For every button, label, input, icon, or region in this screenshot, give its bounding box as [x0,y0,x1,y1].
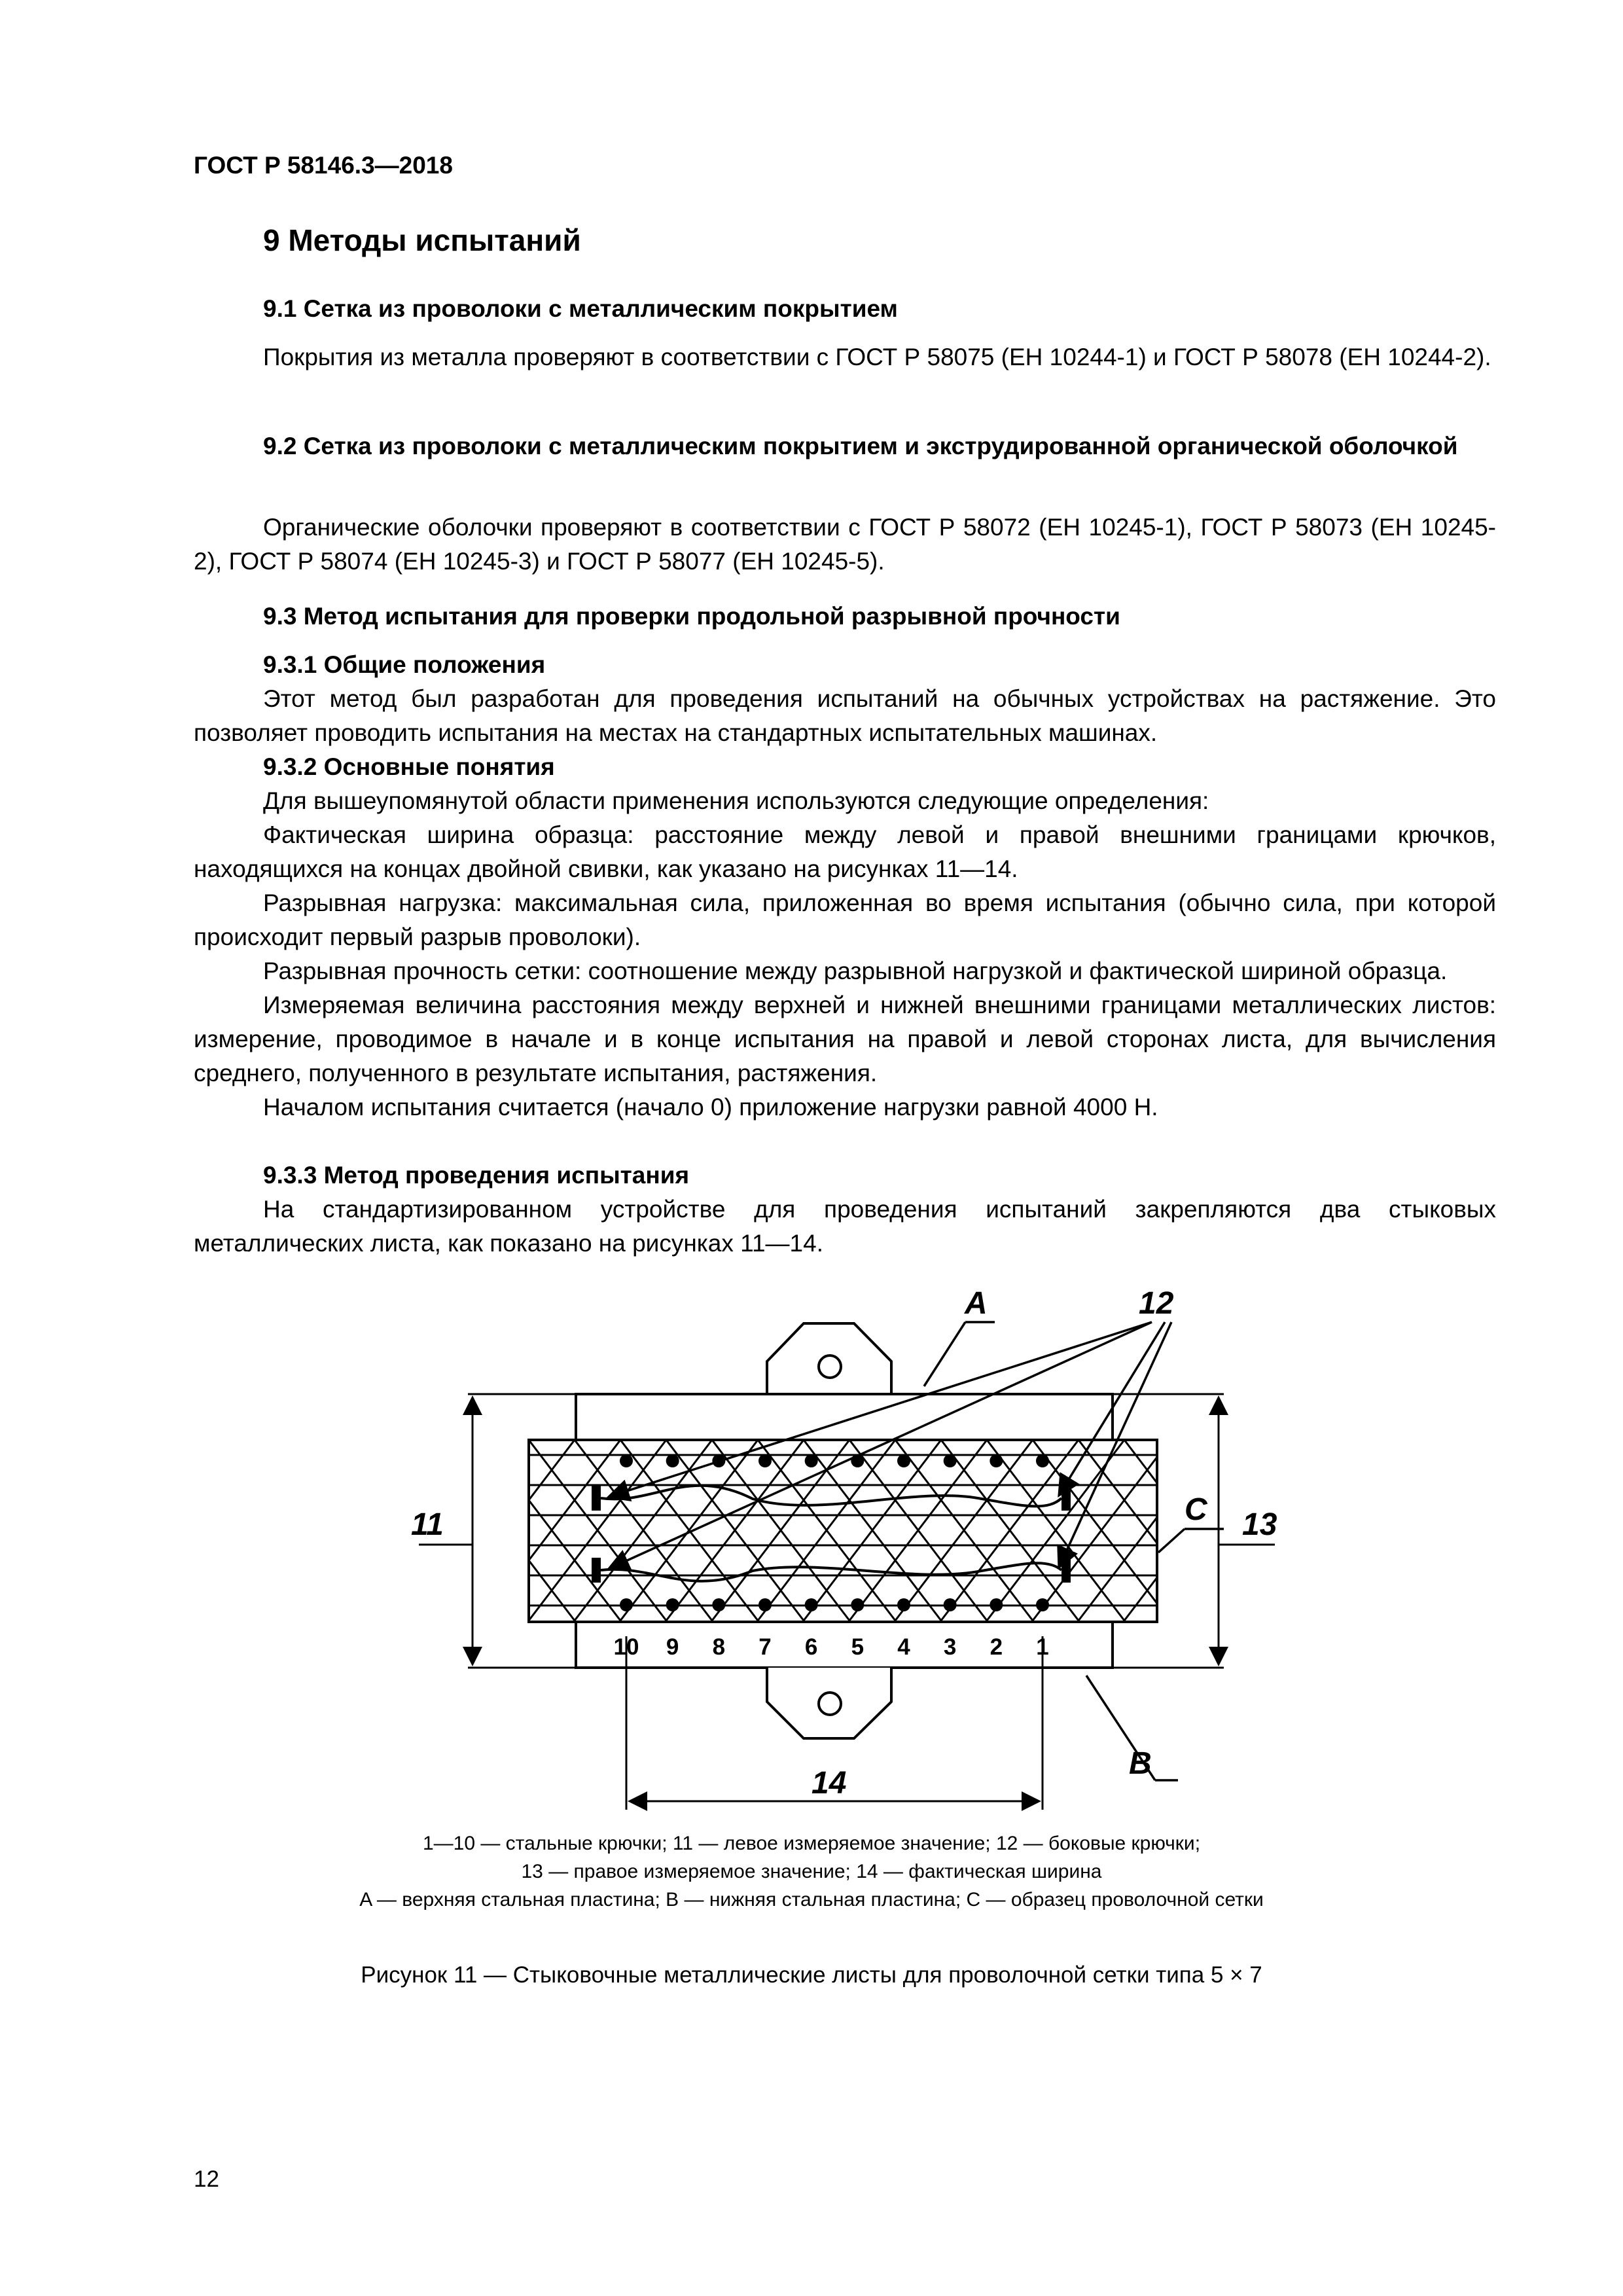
heading-9-3-3: 9.3.3 Метод проведения испытания [263,1162,690,1189]
label-11: 11 [411,1507,444,1542]
hook-number-4: 4 [897,1634,910,1660]
label-12: 12 [1139,1286,1174,1321]
paragraph-9-3-3 [194,1193,1496,1261]
heading-9-1: 9.1 Сетка из проволоки с металлическим покрытием [263,295,898,322]
paragraph-9-3-2-width: Фактическая ширина образца: расстояние между левой и правой внешними границами крючков, находящихся на концах двойной свивки, как указано на рисунках 11—14. [194,821,1496,882]
hook-9-top [666,1454,679,1467]
hook-8-bottom [712,1598,725,1611]
hook-number-1: 1 [1036,1634,1049,1660]
hook-10-top [620,1454,633,1467]
hook-7-bottom [758,1598,772,1611]
heading-9-3-1: 9.3.1 Общие положения [263,651,546,678]
hook-number-7: 7 [758,1634,772,1660]
hook-number-9: 9 [666,1634,679,1660]
top-steel-plate [576,1323,1113,1440]
paragraph-9-2 [194,511,1496,579]
figure-legend-line-1: 1—10 — стальные крючки; 11 — левое измеряемое значение; 12 — боковые крючки; [422,1833,1201,1854]
hook-2-bottom [990,1598,1003,1611]
paragraph-9-3-2-intro: Для вышеупомянутой области применения используются следующие определения: [263,787,1209,814]
bottom-steel-plate [576,1622,1113,1738]
hook-7-top [758,1454,772,1467]
label-B: B [1129,1746,1152,1781]
hook-3-bottom [944,1598,957,1611]
paragraph-9-3-2-measure: Измеряемая величина расстояния между верхней и нижней внешними границами металлических листов: измерение, проводимое в начале и в конце испытания на правой и левой сторонах листа, для вычисления среднего, полученного в результате испытания, растяжения. [194,992,1496,1086]
figure-11-diagram [0,1263,1623,1852]
hook-4-top [897,1454,910,1467]
paragraph-9-1-text: Покрытия из металла проверяют в соответствии с ГОСТ Р 58075 (ЕН 10244-1) и ГОСТ Р 58078 (ЕН 10244-2). [263,344,1491,370]
label-A: A [965,1286,988,1321]
paragraph-9-3-2-load: Разрывная нагрузка: максимальная сила, приложенная во время испытания (обычно сила, при которой происходит первый разрыв проволоки). [194,889,1496,950]
label-C: C [1185,1492,1207,1527]
document-code-header: ГОСТ Р 58146.3—2018 [194,152,453,179]
paragraph-9-3-3-text: На стандартизированном устройстве для проведения испытаний закрепляются два стыковых металлических листа, как показано на рисунках 11—14. [194,1196,1496,1257]
label-14: 14 [812,1766,847,1801]
hook-number-5: 5 [851,1634,865,1660]
side-hook-top-left [592,1486,601,1511]
hook-9-bottom [666,1598,679,1611]
hook-5-bottom [851,1598,864,1611]
hook-1-bottom [1036,1598,1049,1611]
section-title: 9 Методы испытаний [263,223,581,257]
hook-6-bottom [805,1598,818,1611]
paragraph-9-3-2-start: Началом испытания считается (начало 0) приложение нагрузки равной 4000 Н. [263,1094,1158,1121]
hook-4-bottom [897,1598,910,1611]
page-number: 12 [194,2166,219,2192]
hook-number-2: 2 [990,1634,1003,1660]
hook-number-8: 8 [712,1634,726,1660]
label-13: 13 [1242,1507,1277,1542]
heading-9-3-2: 9.3.2 Основные понятия [263,753,555,780]
hook-number-10: 10 [613,1634,639,1660]
hook-number-3: 3 [943,1634,957,1660]
figure-title: Рисунок 11 — Стыковочные металлические листы для проволочной сетки типа 5 × 7 [361,1962,1262,1988]
hook-1-top [1036,1454,1049,1467]
hook-2-top [990,1454,1003,1467]
paragraph-9-3-1-text: Этот метод был разработан для проведения испытаний на обычных устройствах на растяжение. Это позволяет проводить испытания на местах на стандартных испытательных машинах. [194,685,1496,746]
paragraph-9-3-2-strength: Разрывная прочность сетки: соотношение между разрывной нагрузкой и фактической шириной образца. [263,958,1448,984]
side-hook-bottom-left [592,1558,601,1583]
paragraph-9-3-1 [194,682,1496,750]
heading-9-2: 9.2 Сетка из проволоки с металлическим покрытием и экструдированной органической оболочкой [263,433,1458,459]
paragraph-9-1 [194,340,1496,374]
hook-6-top [805,1454,818,1467]
hook-number-6: 6 [804,1634,818,1660]
heading-9-3: 9.3 Метод испытания для проверки продольной разрывной прочности [263,603,1120,630]
paragraph-9-2-text: Органические оболочки проверяют в соответствии с ГОСТ Р 58072 (ЕН 10245-1), ГОСТ Р 58073 (ЕН 10245-2), ГОСТ Р 58074 (ЕН 10245-3) и ГОСТ Р 58077 (ЕН 10245-5). [194,514,1496,575]
figure-legend-line-2: 13 — правое измеряемое значение; 14 — фактическая ширина [521,1861,1102,1882]
paragraphs-9-3-2 [194,784,1496,1124]
figure-legend-line-3: A — верхняя стальная пластина; B — нижняя стальная пластина; C — образец проволочной сетки [359,1889,1264,1910]
hook-3-top [944,1454,957,1467]
hook-10-bottom [620,1598,633,1611]
